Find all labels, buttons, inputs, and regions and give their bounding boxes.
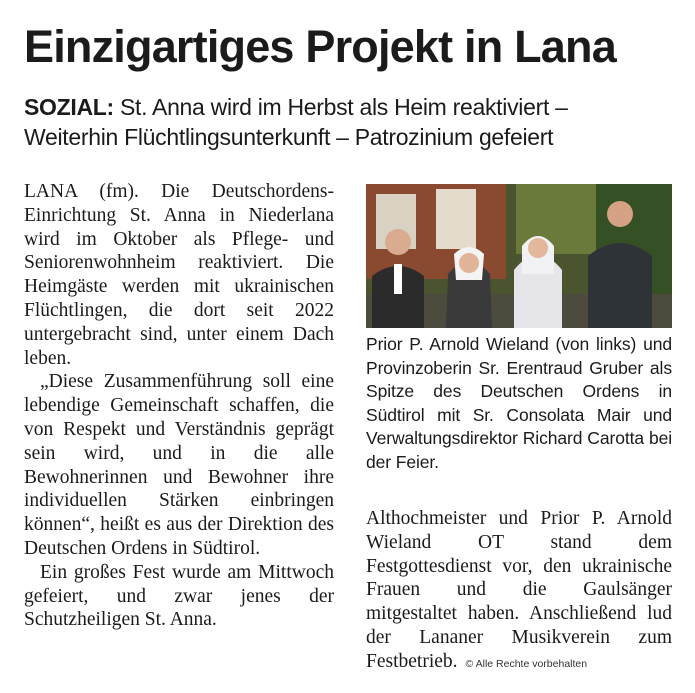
subheadline-text-1: St. Anna wird im Herbst als Heim reaktiviert – xyxy=(119,94,568,120)
paragraph-4 xyxy=(366,507,672,677)
body-column-right xyxy=(366,507,672,677)
body-column-left xyxy=(24,180,334,632)
subheadline-kicker: SOZIAL: xyxy=(24,94,114,120)
headline: Einzigartiges Projekt in Lana xyxy=(24,21,616,72)
subheadline-line-2: Weiterhin Flüchtlingsunterkunft – Patrozinium gefeiert xyxy=(24,124,554,150)
subheadline xyxy=(24,92,684,152)
photo-caption: Prior P. Arnold Wieland (von links) und Provinzoberin Sr. Erentraud Gruber als Spitze des Deutschen Ordens in Südtirol mit Sr. Consolata Mair und Verwaltungsdirektor Richard Carotta bei der Feier. xyxy=(366,334,672,472)
paragraph-1: LANA (fm). Die Deutschordens-Einrichtung St. Anna in Niederlana wird im Oktober als Pflege- und Seniorenwohnheim reaktiviert. Die Heimgäste werden mit ukrainischen Flüchtlingen, die dort seit 2022 untergebracht sind, unter einem Dach leben. xyxy=(24,181,334,369)
subheadline-line-1 xyxy=(24,92,684,122)
article-photo xyxy=(366,184,672,328)
paragraph-3: Ein großes Fest wurde am Mittwoch gefeiert, und zwar jenes der Schutzheiligen St. Anna. xyxy=(24,561,334,631)
paragraph-2: „Diese Zusammenführung soll eine lebendige Gemeinschaft schaffen, die von Respekt und Verständnis geprägt sein wird, und in die alle Bewohnerinnen und Bewohner ihre individuellen Stärken einbringen können“, heißt es aus der Direktion des Deutschen Ordens in Südtirol. xyxy=(24,371,334,559)
copyright-notice: © Alle Rechte vorbehalten xyxy=(465,657,588,670)
paragraph-4-text: Althochmeister und Prior P. Arnold Wieland OT stand dem Festgottesdienst vor, den ukrainische Frauen und die Gaulsänger mitgestaltet haben. Anschließend lud der Lananer Musikverein zum Festbetrieb. xyxy=(366,508,672,672)
